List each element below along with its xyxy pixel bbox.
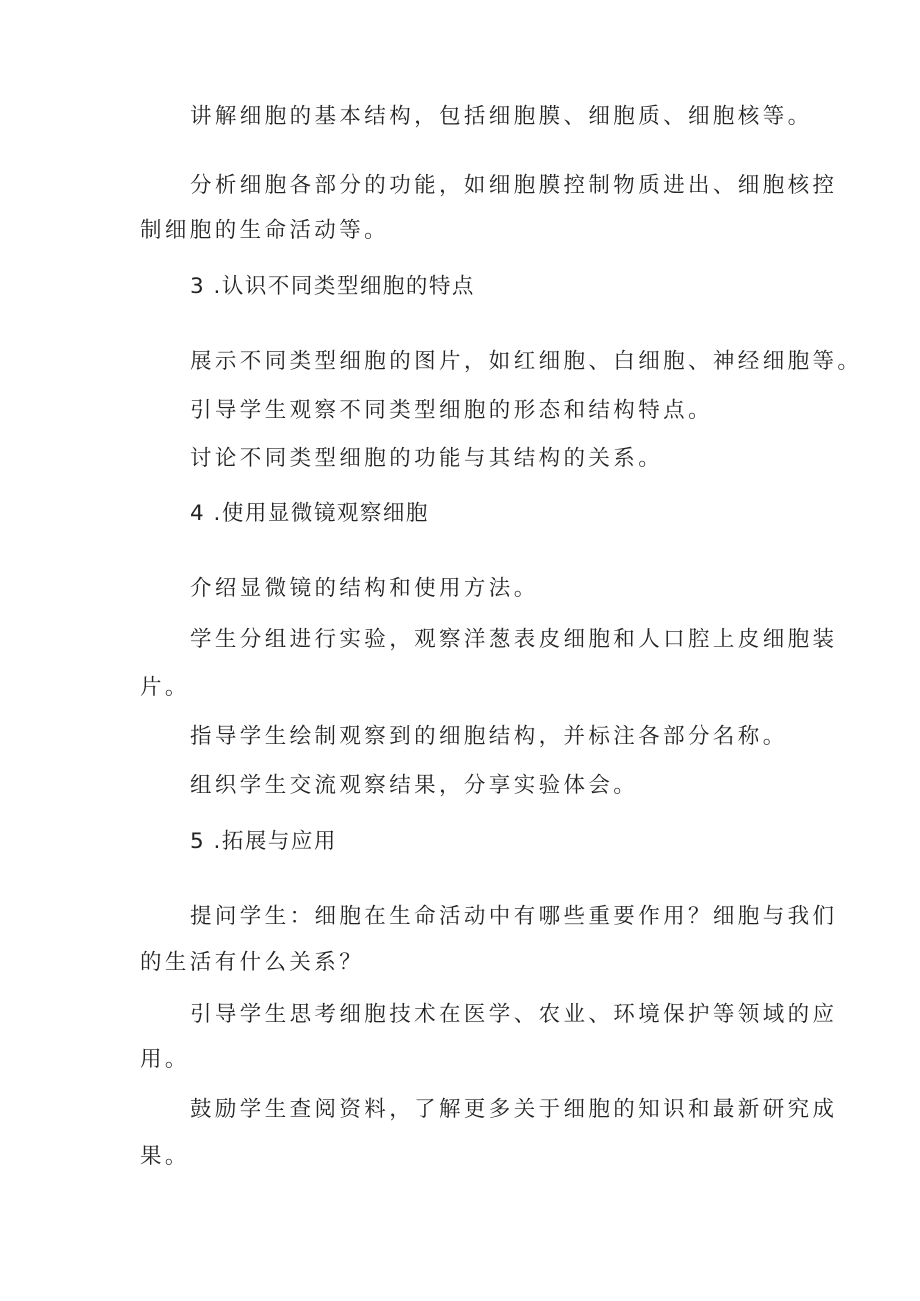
paragraph-function-analysis-line1: 分析细胞各部分的功能，如细胞膜控制物质进出、细胞核控: [190, 173, 838, 198]
paragraph-microscope-intro: 介绍显微镜的结构和使用方法。: [190, 576, 539, 601]
paragraph-research-line1: 鼓励学生查阅资料，了解更多关于细胞的知识和最新研究成: [190, 1097, 838, 1122]
paragraph-basic-structure: 讲解细胞的基本结构，包括细胞膜、细胞质、细胞核等。: [190, 104, 813, 129]
paragraph-cell-technology-line2: 用。: [140, 1047, 190, 1072]
paragraph-discuss-function: 讨论不同类型细胞的功能与其结构的关系。: [190, 446, 664, 471]
section-heading-5: 5 .拓展与应用: [190, 829, 337, 854]
paragraph-group-experiment-line2: 片。: [140, 675, 190, 700]
paragraph-research-line2: 果。: [140, 1144, 190, 1169]
paragraph-draw-structure: 指导学生绘制观察到的细胞结构，并标注各部分名称。: [190, 724, 788, 749]
paragraph-observe-morphology: 引导学生观察不同类型细胞的形态和结构特点。: [190, 398, 713, 423]
paragraph-show-cell-types: 展示不同类型细胞的图片，如红细胞、白细胞、神经细胞等。: [190, 349, 863, 374]
paragraph-function-analysis-line2: 制细胞的生命活动等。: [140, 218, 390, 243]
paragraph-group-experiment-line1: 学生分组进行实验，观察洋葱表皮细胞和人口腔上皮细胞装: [190, 627, 838, 652]
section-heading-3: 3 .认识不同类型细胞的特点: [190, 274, 475, 299]
paragraph-question-students-line2: 的生活有什么关系？: [140, 950, 365, 975]
paragraph-cell-technology-line1: 引导学生思考细胞技术在医学、农业、环境保护等领域的应: [190, 1002, 838, 1027]
paragraph-question-students-line1: 提问学生：细胞在生命活动中有哪些重要作用？细胞与我们: [190, 904, 838, 929]
paragraph-share-results: 组织学生交流观察结果，分享实验体会。: [190, 773, 639, 798]
section-heading-4: 4 .使用显微镜观察细胞: [190, 501, 429, 526]
